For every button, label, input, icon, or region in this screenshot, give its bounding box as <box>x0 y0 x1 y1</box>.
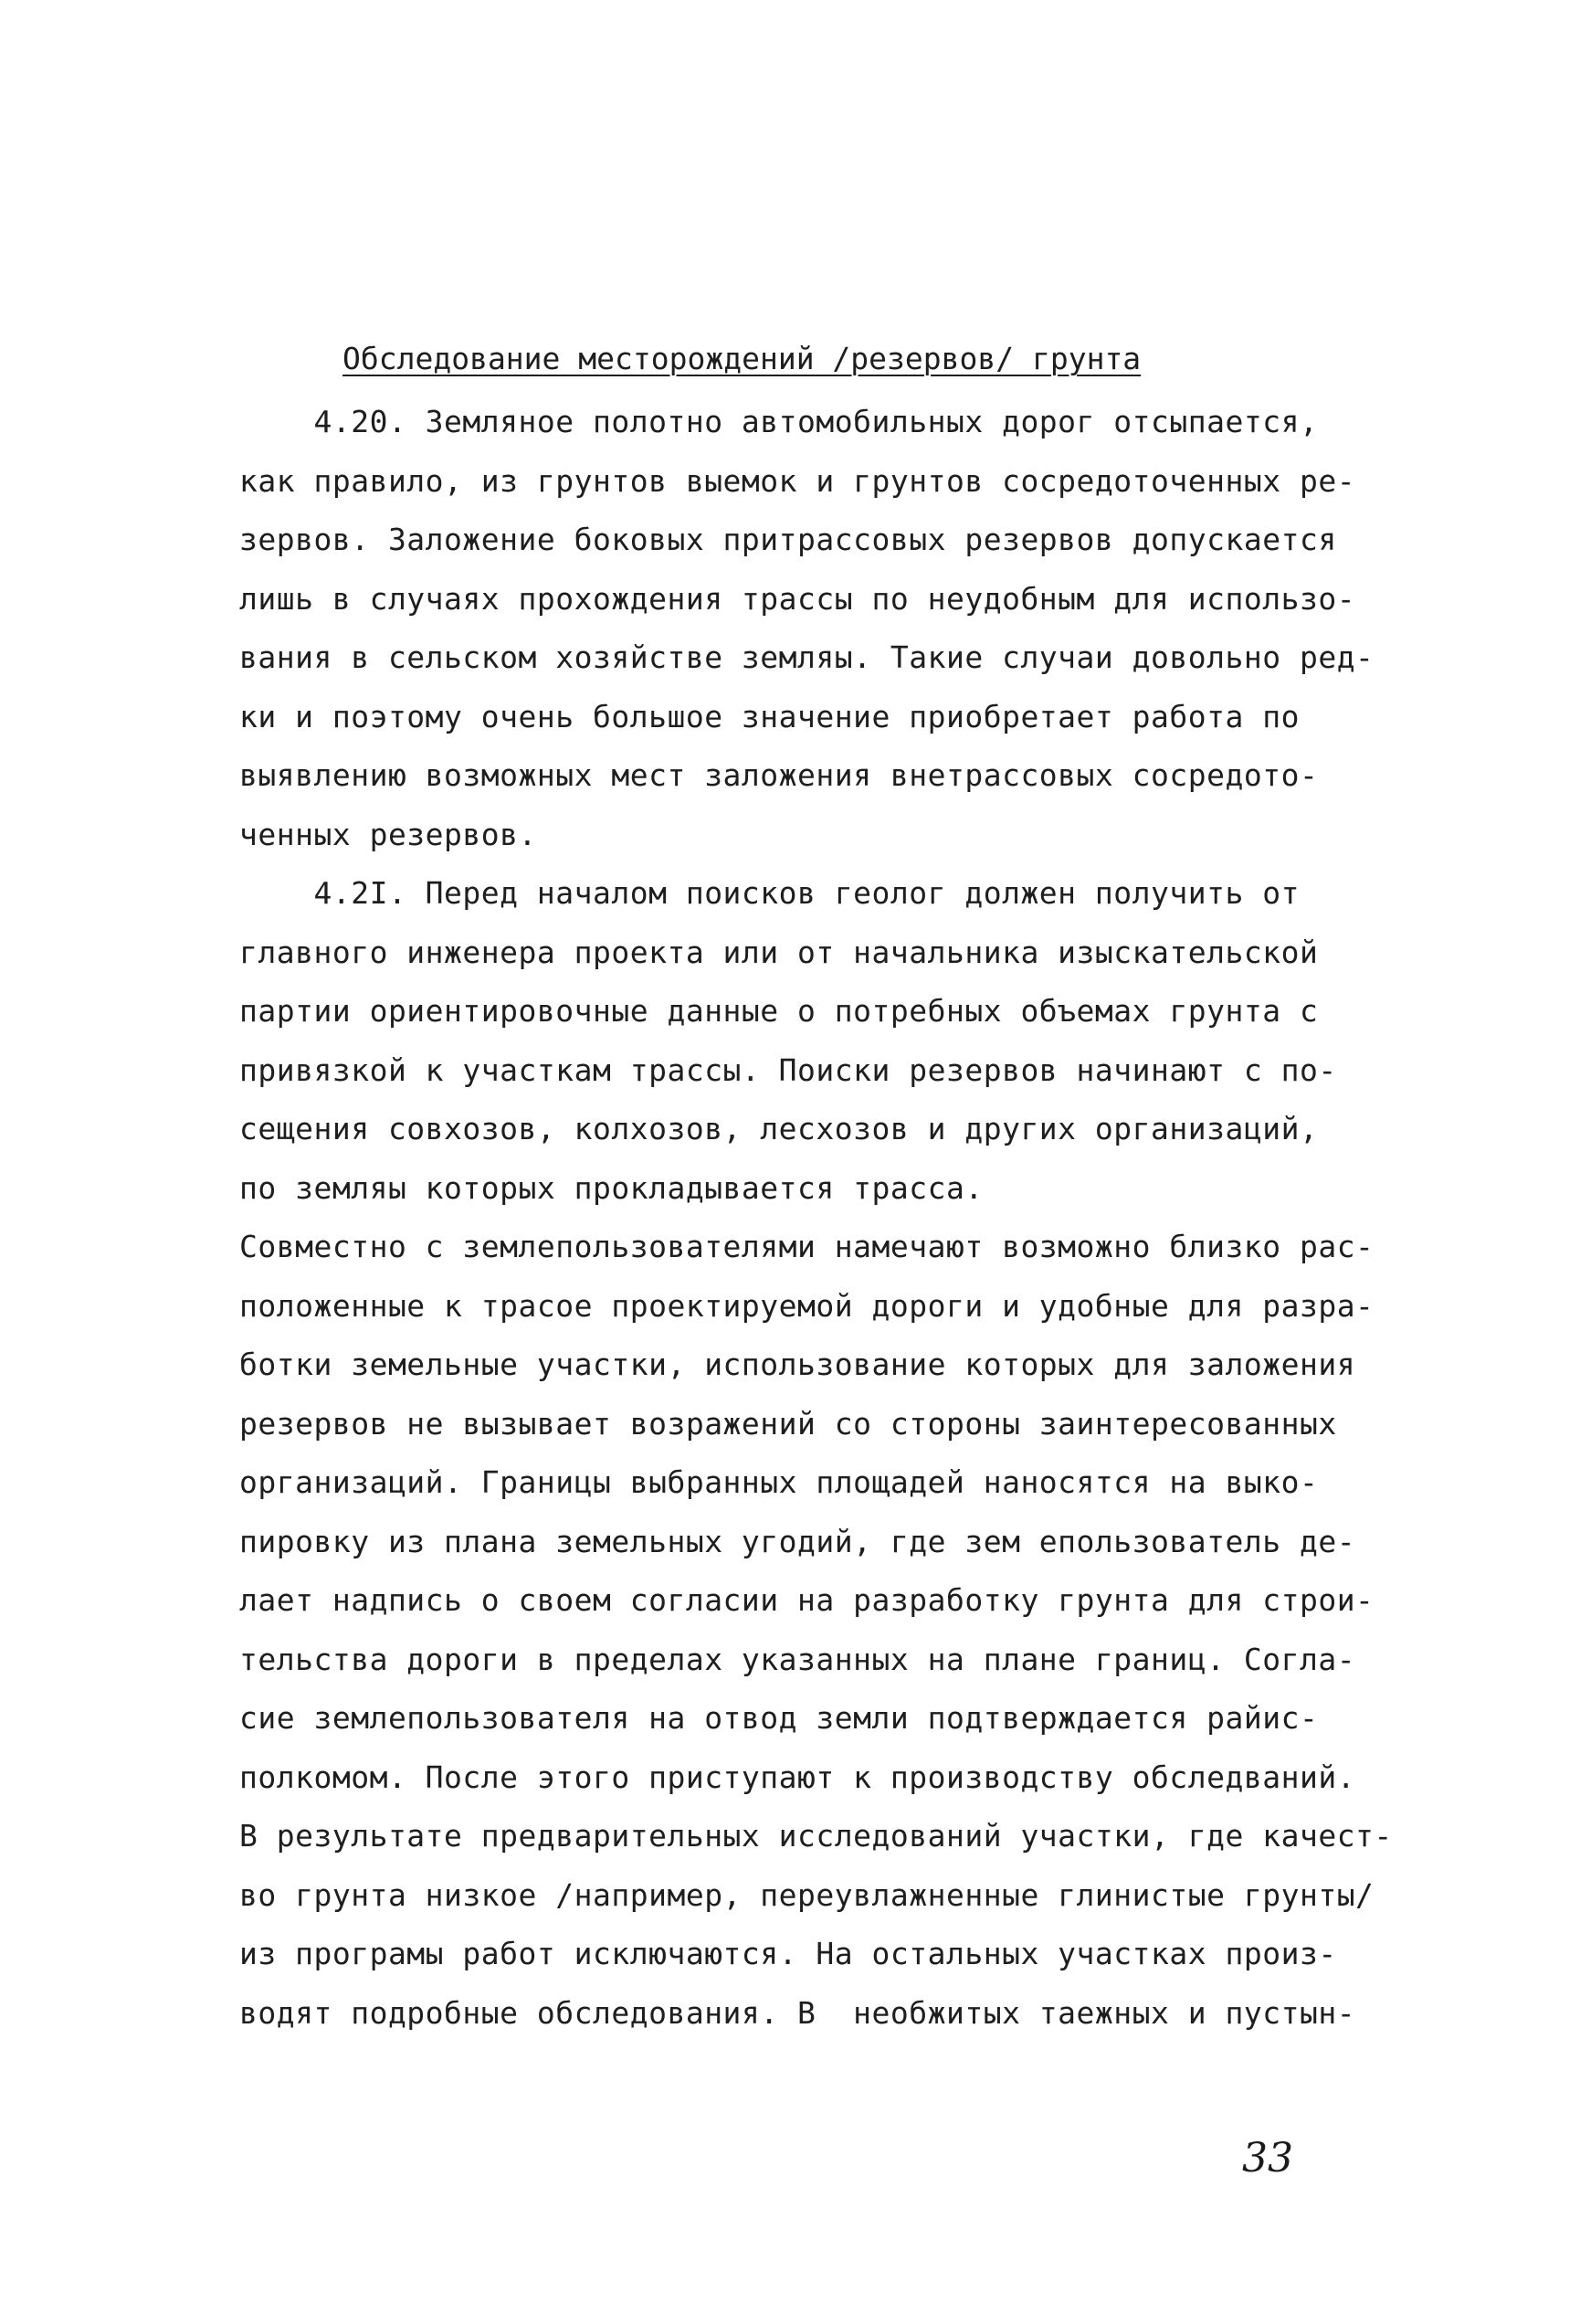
text-line: сие землепользователя на отвод земли подтверждается райис- <box>239 1700 1319 1736</box>
text-line: ченных резервов. <box>239 816 537 852</box>
text-line: ки и поэтому очень большое значение приобретает работа по <box>239 698 1300 734</box>
text-line: 4.20. Земляное полотно автомобильных дорог отсыпается, <box>239 404 1319 439</box>
text-line: организаций. Границы выбранных площадей наносятся на выко- <box>239 1464 1319 1500</box>
body-text <box>239 393 1393 2043</box>
text-line: по земляы которых прокладывается трасса. <box>239 1169 984 1206</box>
text-line: Совместно с землепользователями намечают возможно близко рас- <box>239 1229 1375 1264</box>
text-line: тельства дороги в пределах указанных на плане границ. Согла- <box>239 1641 1356 1677</box>
text-line: 4.2I. Перед началом поисков геолог должен получить от <box>239 875 1300 911</box>
page-number: 33 <box>1242 2135 1293 2181</box>
text-line: лишь в случаях прохождения трассы по неудобным для использо- <box>239 580 1356 617</box>
text-line: как правило, из грунтов выемок и грунтов сосредоточенных ре- <box>239 462 1356 499</box>
text-line: положенные к трасое проектируемой дороги и удобные для разра- <box>239 1287 1375 1324</box>
text-line: вания в сельском хозяйстве земляы. Такие случаи довольно ред- <box>239 639 1375 675</box>
section-heading: Обследование месторождений /резервов/ грунта <box>342 341 1142 376</box>
text-line: пировку из плана земельных угодий, где зем епользователь де- <box>239 1523 1356 1559</box>
text-line: полкомом. После этого приступают к производству обследваний. <box>239 1759 1356 1795</box>
text-line: сещения совхозов, колхозов, лесхозов и других организаций, <box>239 1111 1319 1146</box>
text-line: главного инженера проекта или от начальника изыскательской <box>239 934 1319 970</box>
text-line: зервов. Заложение боковых притрассовых резервов допускается <box>239 522 1337 557</box>
text-line: лает надпись о своем согласии на разработку грунта для строи- <box>239 1582 1375 1618</box>
text-line: во грунта низкое /например, переувлажненные глинистые грунты/ <box>239 1876 1375 1913</box>
text-line: из програмы работ исключаются. На остальных участках произ- <box>239 1936 1337 1971</box>
text-line: резервов не вызывает возражений со стороны заинтересованных <box>239 1405 1337 1442</box>
text-line: партии ориентировочные данные о потребных объемах грунта с <box>239 993 1319 1029</box>
text-line: ботки земельные участки, использование которых для заложения <box>239 1347 1356 1382</box>
text-line: водят подробные обследования. В необжитых таежных и пустын- <box>239 1994 1356 2031</box>
text-line: В результате предварительных исследований участки, где качест- <box>239 1818 1393 1854</box>
text-line: выявлению возможных мест заложения внетрассовых сосредото- <box>239 757 1319 793</box>
text-line: привязкой к участкам трассы. Поиски резервов начинают с по- <box>239 1051 1337 1088</box>
